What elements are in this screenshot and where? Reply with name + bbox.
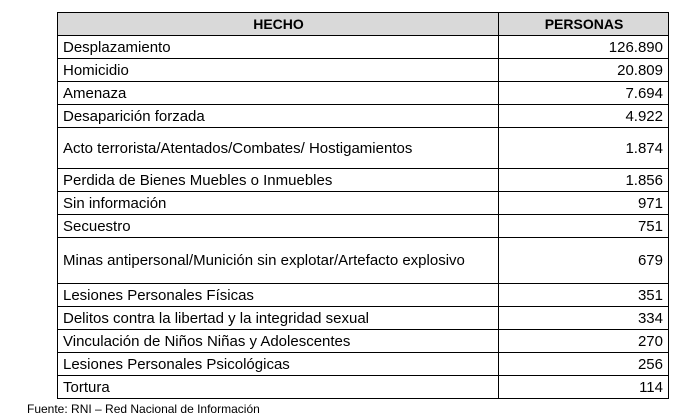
personas-cell: 1.856	[499, 169, 669, 192]
table-row	[58, 376, 669, 399]
victims-table	[57, 12, 669, 399]
personas-cell: 1.874	[499, 128, 669, 169]
personas-cell: 270	[499, 330, 669, 353]
hecho-cell: Lesiones Personales Psicológicas	[58, 353, 499, 376]
personas-cell: 256	[499, 353, 669, 376]
header-personas: PERSONAS	[499, 13, 669, 36]
personas-cell: 351	[499, 284, 669, 307]
table-row	[58, 105, 669, 128]
table-row	[58, 330, 669, 353]
personas-cell: 126.890	[499, 36, 669, 59]
hecho-cell: Desplazamiento	[58, 36, 499, 59]
personas-cell: 4.922	[499, 105, 669, 128]
hecho-cell: Tortura	[58, 376, 499, 399]
hecho-cell: Lesiones Personales Físicas	[58, 284, 499, 307]
hecho-cell: Vinculación de Niños Niñas y Adolescentes	[58, 330, 499, 353]
table-row	[58, 215, 669, 238]
personas-cell: 334	[499, 307, 669, 330]
table-row	[58, 59, 669, 82]
personas-cell: 7.694	[499, 82, 669, 105]
hecho-cell: Amenaza	[58, 82, 499, 105]
hecho-cell: Homicidio	[58, 59, 499, 82]
hecho-cell: Sin información	[58, 192, 499, 215]
victims-table-container	[57, 12, 668, 399]
personas-cell: 679	[499, 238, 669, 284]
hecho-cell: Minas antipersonal/Munición sin explotar/Artefacto explosivo	[58, 238, 499, 284]
hecho-cell: Perdida de Bienes Muebles o Inmuebles	[58, 169, 499, 192]
header-hecho: HECHO	[58, 13, 499, 36]
table-row	[58, 128, 669, 169]
personas-cell: 20.809	[499, 59, 669, 82]
table-row	[58, 82, 669, 105]
table-row	[58, 36, 669, 59]
hecho-cell: Delitos contra la libertad y la integridad sexual	[58, 307, 499, 330]
personas-cell: 114	[499, 376, 669, 399]
personas-cell: 971	[499, 192, 669, 215]
personas-cell: 751	[499, 215, 669, 238]
table-row	[58, 284, 669, 307]
hecho-cell: Desaparición forzada	[58, 105, 499, 128]
table-row	[58, 169, 669, 192]
table-header-row	[58, 13, 669, 36]
table-row	[58, 192, 669, 215]
hecho-cell: Secuestro	[58, 215, 499, 238]
source-note: Fuente: RNI – Red Nacional de Información	[27, 402, 260, 416]
hecho-cell: Acto terrorista/Atentados/Combates/ Hostigamientos	[58, 128, 499, 169]
table-row	[58, 307, 669, 330]
table-row	[58, 238, 669, 284]
table-row	[58, 353, 669, 376]
